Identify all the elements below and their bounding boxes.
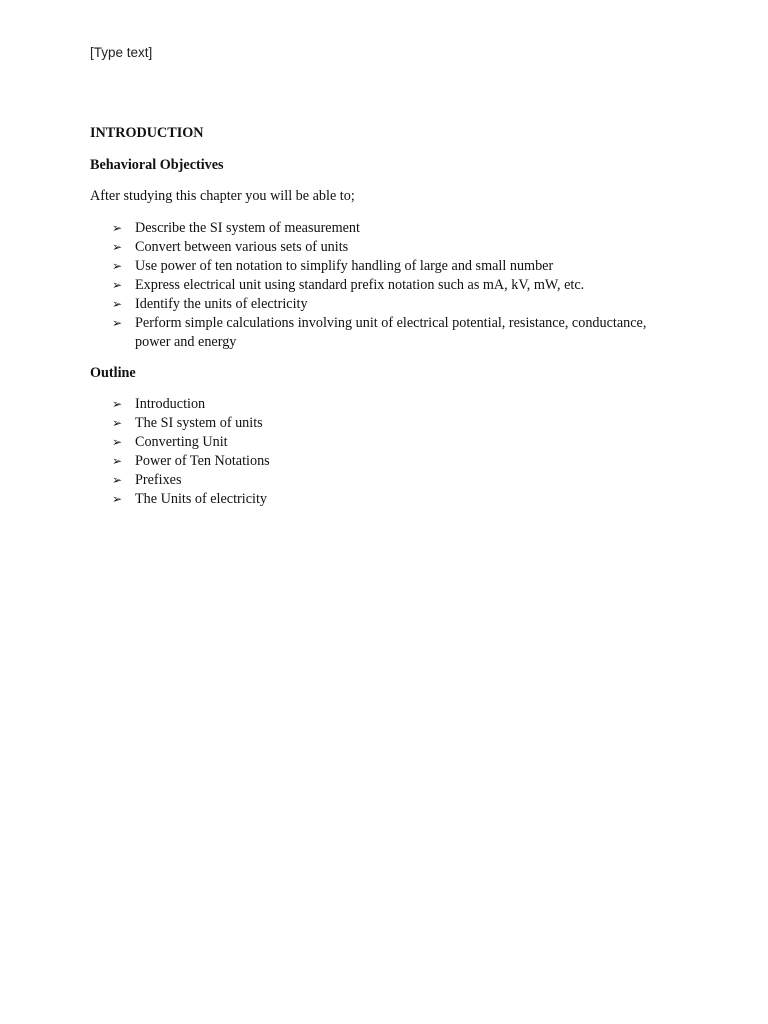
document-body [90, 124, 680, 521]
header-placeholder[interactable]: [Type text] [90, 45, 153, 60]
list-item [90, 471, 680, 490]
list-item [90, 414, 680, 433]
arrowhead-bullet-icon: ➢ [112, 473, 123, 487]
arrowhead-bullet-icon: ➢ [112, 259, 123, 273]
list-item-text: Describe the SI system of measurement [135, 220, 360, 236]
list-item-text: The Units of electricity [135, 491, 267, 507]
list-item-text: Convert between various sets of units [135, 239, 349, 255]
outline-heading: Outline [90, 365, 136, 381]
list-item-text: Express electrical unit using standard prefix notation such as mA, kV, mW, etc. [135, 277, 585, 293]
arrowhead-bullet-icon: ➢ [112, 454, 123, 468]
objectives-intro: After studying this chapter you will be able to; [90, 188, 355, 204]
list-item [90, 295, 680, 314]
list-item [90, 395, 680, 414]
list-item [90, 238, 680, 257]
list-item [90, 219, 680, 238]
list-item-text: Power of Ten Notations [135, 453, 270, 469]
section-title: INTRODUCTION [90, 125, 204, 141]
arrowhead-bullet-icon: ➢ [112, 297, 123, 311]
outline-list [90, 395, 680, 509]
list-item-text: Use power of ten notation to simplify handling of large and small number [135, 258, 554, 274]
list-item [90, 433, 680, 452]
list-item-text: Prefixes [135, 472, 182, 488]
arrowhead-bullet-icon: ➢ [112, 492, 123, 506]
arrowhead-bullet-icon: ➢ [112, 416, 123, 430]
arrowhead-bullet-icon: ➢ [112, 240, 123, 254]
list-item-text: Introduction [135, 396, 206, 412]
arrowhead-bullet-icon: ➢ [112, 278, 123, 292]
objectives-heading: Behavioral Objectives [90, 157, 224, 173]
arrowhead-bullet-icon: ➢ [112, 397, 123, 411]
list-item [90, 257, 680, 276]
arrowhead-bullet-icon: ➢ [112, 221, 123, 235]
list-item-text: Converting Unit [135, 434, 228, 450]
list-item [90, 490, 680, 509]
list-item [90, 276, 680, 295]
list-item-text: The SI system of units [135, 415, 263, 431]
list-item [90, 314, 680, 352]
arrowhead-bullet-icon: ➢ [112, 316, 123, 330]
list-item [90, 452, 680, 471]
arrowhead-bullet-icon: ➢ [112, 435, 123, 449]
objectives-list [90, 219, 680, 352]
list-item-text: Perform simple calculations involving unit of electrical potential, resistance, conductance, power and energy [135, 315, 647, 350]
list-item-text: Identify the units of electricity [135, 296, 308, 312]
